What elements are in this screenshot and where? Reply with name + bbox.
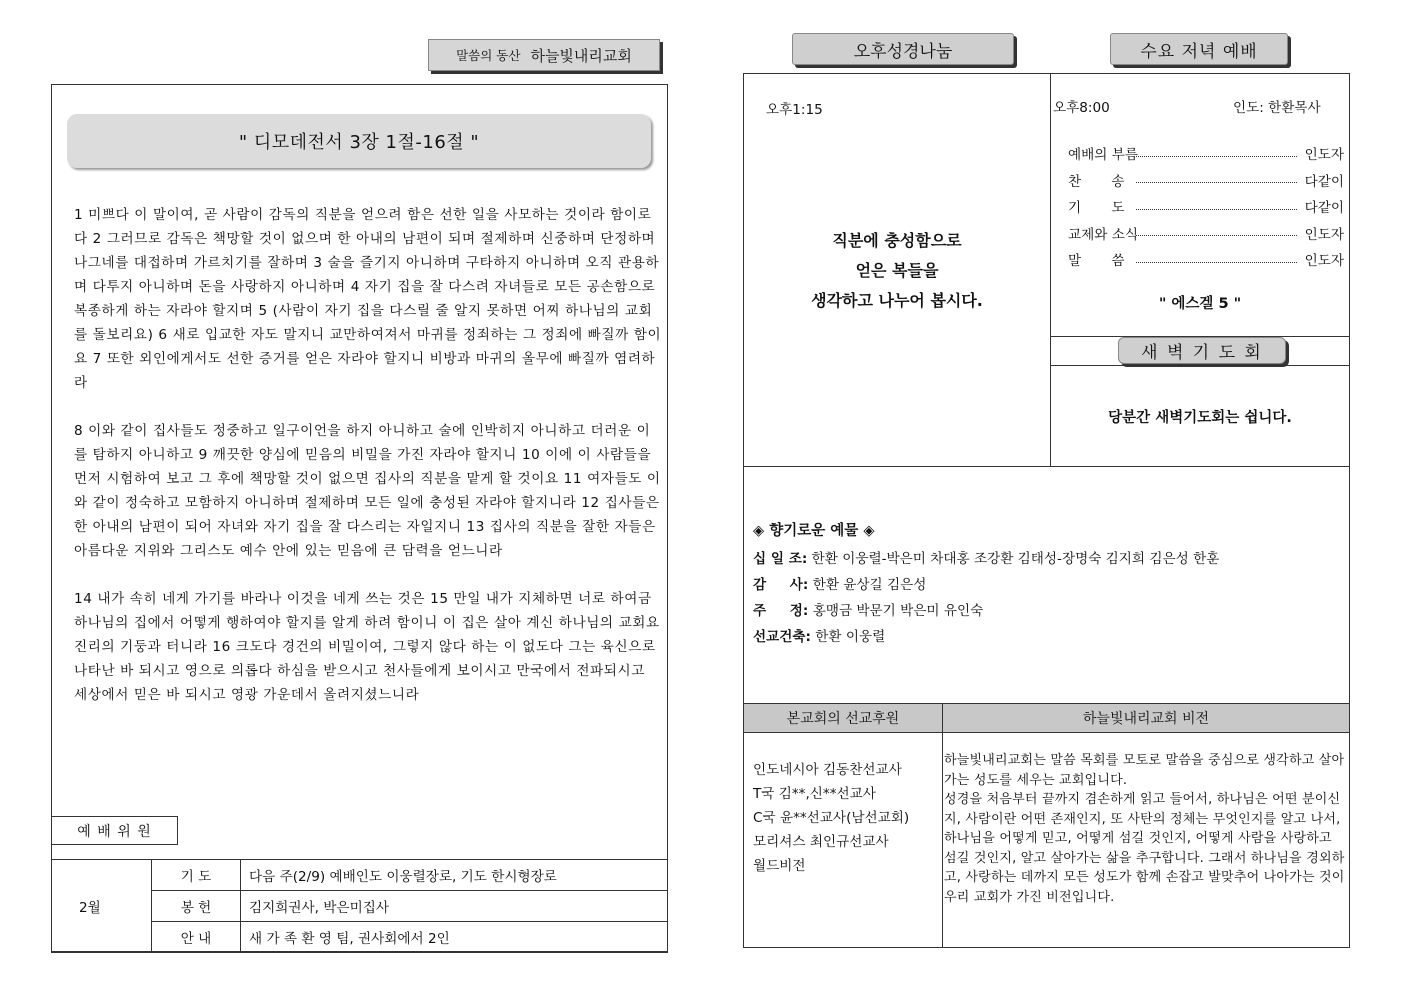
order-row (1068, 193, 1344, 220)
church-name: 하늘빛내리교회 (530, 46, 632, 65)
wednesday-title-badge (1110, 33, 1288, 65)
scripture-paragraph: 8 이와 같이 집사들도 정중하고 일구이언을 하지 아니하고 술에 인박히지 아니하고 더러운 이를 탐하지 아니하고 9 깨끗한 양심에 믿음의 비밀을 가진 자라야 할지니 10 이에 이 사람들을 먼저 시험하여 보고 그 후에 책망할 것이 없으면 집사의 직분을 맡게 할 것이요 11 여자들도 이와 같이 정숙하고 모함하지 아니하며 절제하며 모든 일에 충성된 자라야 할지니라 12 집사들은 한 아내의 남편이 되어 자녀와 자기 집을 잘 다스리는 자일지니 13 집사의 직분을 잘한 자들은 아름다운 지위와 그리스도 예수 안에 있는 믿음에 큰 담력을 얻느니라 (74, 423, 661, 559)
order-by: 다같이 (1304, 173, 1344, 190)
afternoon-title: 오후성경나눔 (853, 41, 953, 62)
offering-names: 한환 윤상길 김은성 (812, 577, 927, 593)
order-row (1068, 167, 1344, 194)
list-item: T국 김**,신**선교사 (753, 786, 876, 802)
staff-role: 기 도 (152, 860, 241, 891)
vision-header: 하늘빛내리교회 비전 (1082, 711, 1210, 727)
table-row (51, 860, 668, 891)
afternoon-message (744, 226, 1050, 316)
church-header (428, 39, 660, 71)
offering-label: 선교건축: (753, 629, 811, 645)
dawn-prayer-title: 새 벽 기 도 회 (1141, 343, 1263, 363)
offering-names: 한환 이웅렬 (815, 629, 886, 645)
order-by: 인도자 (1304, 147, 1344, 164)
offering-label: 감 사: (753, 577, 809, 593)
order-item: 기 도 (1068, 200, 1125, 217)
dawn-prayer-badge (1118, 337, 1286, 364)
offering-names: 한환 이웅렬-박은미 차대홍 조강환 김태성-장명숙 김지희 김은성 한훈 (811, 551, 1220, 567)
wednesday-time: 오후8:00 (1053, 100, 1110, 116)
missions-list (753, 758, 939, 878)
church-motto: 말씀의 동산 (456, 48, 521, 63)
staff-detail: 김지희권사, 박은미집사 (241, 891, 668, 922)
order-row (1068, 220, 1344, 247)
order-item: 예배의 부름 (1068, 147, 1138, 164)
missions-header: 본교회의 선교후원 (786, 711, 900, 727)
list-item: 모리셔스 최인규선교사 (753, 834, 889, 850)
staff-detail: 다음 주(2/9) 예배인도 이웅렬장로, 기도 한시형장로 (241, 860, 668, 891)
staff-role: 안 내 (152, 922, 241, 953)
offering-row (753, 546, 1343, 572)
afternoon-message-line: 직분에 충성함으로 (832, 231, 962, 250)
vision-text: 하늘빛내리교회는 말씀 목회를 모토로 말씀을 중심으로 생각하고 살아가는 성도를 세우는 교회입니다. 성경을 처음부터 끝까지 겸손하게 읽고 들어서, 하나님은 어떤 분이신지, 사람이란 어떤 존재인지, 또 사탄의 정체는 무엇인지를 알고 나서, 하나님을 어떻게 믿고, 어떻게 섬길 것인지, 어떻게 사람을 사랑하고 섬길 것인지, 알고 살아가는 삶을 추구합니다. 그래서 하나님을 경외하고, 사랑하는 데까지 모든 성도가 함께 손잡고 발맞추어 나아가는 것이 우리 교회가 가진 비전입니다. (944, 753, 1345, 905)
offerings-heading: ◈ 향기로운 예물 ◈ (753, 523, 875, 539)
afternoon-time: 오후1:15 (766, 102, 823, 118)
order-by: 다같이 (1304, 200, 1344, 217)
staff-role: 봉 헌 (152, 891, 241, 922)
staff-detail: 새 가 족 환 영 팀, 권사회에서 2인 (241, 922, 668, 953)
list-item: 인도네시아 김동찬선교사 (753, 762, 902, 778)
order-by: 인도자 (1304, 253, 1344, 270)
worship-order (1068, 140, 1344, 273)
afternoon-message-line: 생각하고 나누어 봅시다. (811, 291, 983, 310)
afternoon-title-badge (792, 33, 1014, 65)
staff-month: 2월 (51, 860, 152, 953)
wednesday-leader: 인도: 한환목사 (1233, 100, 1321, 116)
wednesday-scripture: " 에스겔 5 " (1158, 296, 1242, 312)
worship-staff-label (51, 816, 178, 845)
offering-label: 십 일 조: (753, 551, 808, 567)
scripture-title-banner (67, 114, 651, 168)
worship-staff-table (51, 859, 668, 953)
order-item: 말 씀 (1068, 253, 1125, 270)
offering-names: 홍맹금 박문기 박은미 유인숙 (812, 603, 984, 619)
offerings-section (753, 518, 1343, 650)
order-row (1068, 140, 1344, 167)
order-item: 교제와 소식 (1068, 226, 1138, 243)
list-item: 월드비전 (753, 858, 806, 874)
afternoon-message-line: 얻은 복들을 (855, 261, 939, 280)
order-item: 찬 송 (1068, 173, 1125, 190)
scripture-paragraph: 1 미쁘다 이 말이여, 곧 사람이 감독의 직분을 얻으려 함은 선한 일을 사모하는 것이라 함이로다 2 그러므로 감독은 책망할 것이 없으며 한 아내의 남편이 되며 절제하며 신중하며 단정하며 나그네를 대접하며 가르치기를 잘하며 3 술을 즐기지 아니하며 구타하지 아니하며 오직 관용하며 다투지 아니하며 돈을 사랑하지 아니하며 4 자기 집을 잘 다스려 자녀들로 모든 공손함으로 복종하게 하는 자라야 할지며 5 (사람이 자기 집을 다스릴 줄 알지 못하면 어찌 하나님의 교회를 돌보리요) 6 새로 입교한 자도 말지니 교만하여져서 마귀를 정죄하는 그 정죄에 빠질까 함이요 7 또한 외인에게서도 선한 증거를 얻은 자라야 할지니 비방과 마귀의 올무에 빠질까 염려하라 (74, 207, 662, 391)
scripture-paragraph: 14 내가 속히 네게 가기를 바라나 이것을 네게 쓰는 것은 15 만일 내가 지체하면 너로 하여금 하나님의 집에서 어떻게 행하여야 할지를 알게 하려 함이니 이 집은 살아 계신 하나님의 교회요 진리의 기둥과 터니라 16 크도다 경건의 비밀이여, 그렇지 않다 하는 이 없도다 그는 육신으로 나타난 바 되시고 영으로 의롭다 하심을 받으시고 천사들에게 보이시고 만국에서 전파되시고 세상에서 믿은 바 되시고 영광 가운데서 올려지셨느니라 (74, 591, 660, 703)
scripture-title: " 디모데전서 3장 1절-16절 " (238, 132, 480, 153)
order-by: 인도자 (1304, 226, 1344, 243)
offering-row (753, 572, 1343, 598)
scripture-text (74, 203, 662, 731)
order-row (1068, 246, 1344, 273)
dawn-prayer-notice: 당분간 새벽기도회는 쉽니다. (1108, 410, 1292, 426)
wednesday-title: 수요 저녁 예배 (1140, 41, 1258, 62)
worship-staff-label-text: 예 배 위 원 (77, 823, 152, 840)
list-item: C국 윤**선교사(남선교회) (753, 810, 910, 826)
offering-label: 주 정: (753, 603, 809, 619)
offering-row (753, 624, 1343, 650)
offering-row (753, 598, 1343, 624)
